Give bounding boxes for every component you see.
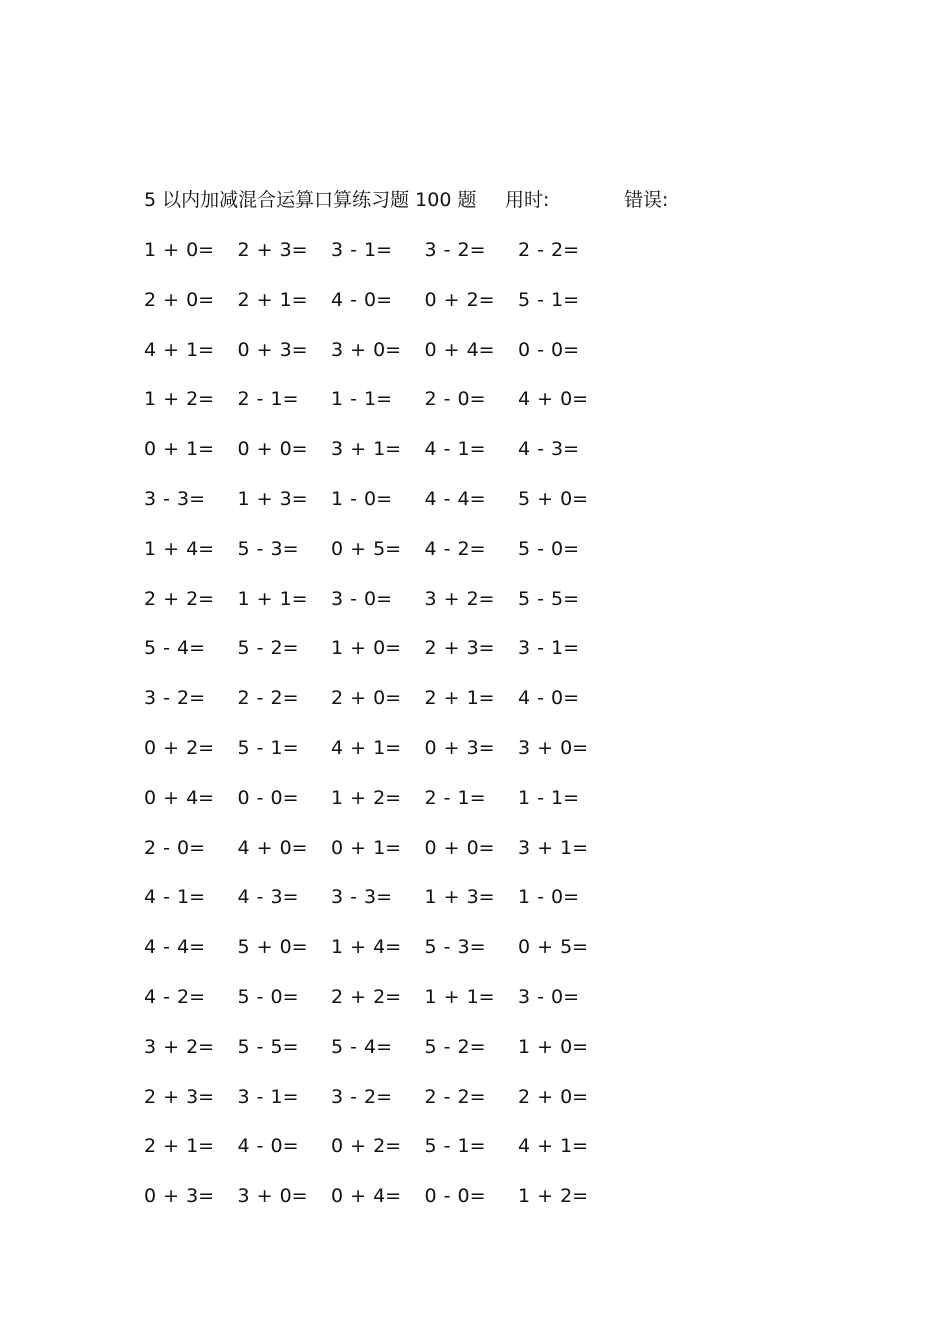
math-problem: 1 + 0= (331, 637, 402, 660)
math-problem: 5 - 2= (237, 637, 299, 660)
math-problem: 1 + 3= (237, 487, 308, 510)
math-problem: 2 + 3= (144, 1085, 215, 1108)
math-problem: 1 - 1= (331, 388, 393, 411)
math-problem: 2 + 3= (424, 637, 495, 660)
math-problem: 0 + 3= (237, 338, 308, 361)
math-problem: 2 + 1= (424, 687, 495, 710)
problem-row (144, 784, 624, 834)
math-problem: 5 - 5= (518, 587, 580, 610)
math-problem: 3 + 1= (518, 836, 589, 859)
math-problem: 5 - 0= (237, 985, 299, 1008)
math-problem: 3 + 0= (237, 1185, 308, 1208)
math-problem: 0 + 3= (424, 736, 495, 759)
problem-row (144, 834, 624, 884)
math-problem: 1 + 0= (518, 1035, 589, 1058)
math-problem: 4 + 1= (331, 736, 402, 759)
math-problem: 2 - 2= (518, 239, 580, 261)
problem-row (144, 684, 624, 734)
math-problem: 3 - 2= (144, 687, 206, 710)
math-problem: 5 - 3= (237, 537, 299, 560)
problem-row (144, 933, 624, 983)
math-problem: 2 - 1= (237, 388, 299, 411)
math-problem: 1 + 3= (424, 886, 495, 909)
math-problem: 5 - 1= (518, 288, 580, 311)
math-problem: 2 - 2= (424, 1085, 486, 1108)
math-problem: 0 + 2= (331, 1135, 402, 1158)
math-problem: 2 - 0= (424, 388, 486, 411)
math-problem: 2 + 0= (144, 288, 215, 311)
problem-row (144, 983, 624, 1033)
problem-row (144, 1132, 624, 1182)
problem-row (144, 585, 624, 635)
math-problem: 3 - 3= (331, 886, 393, 909)
math-problem: 1 + 4= (331, 936, 402, 959)
problem-grid (144, 236, 624, 1232)
math-problem: 2 - 2= (237, 687, 299, 710)
math-problem: 2 + 2= (144, 587, 215, 610)
errors-label: 错误: (624, 189, 669, 211)
math-problem: 3 + 0= (518, 736, 589, 759)
math-problem: 0 - 0= (424, 1185, 486, 1208)
math-problem: 4 - 0= (237, 1135, 299, 1158)
math-problem: 4 - 0= (518, 687, 580, 710)
problem-row (144, 1182, 624, 1232)
math-problem: 0 + 1= (331, 836, 402, 859)
math-problem: 5 + 0= (518, 487, 589, 510)
math-problem: 2 + 1= (144, 1135, 215, 1158)
problem-row (144, 236, 624, 286)
problem-row (144, 1033, 624, 1083)
math-problem: 0 - 0= (518, 338, 580, 361)
problem-row (144, 385, 624, 435)
math-problem: 3 + 2= (424, 587, 495, 610)
math-problem: 1 + 0= (144, 239, 215, 261)
math-problem: 5 - 2= (424, 1035, 486, 1058)
math-problem: 1 - 0= (518, 886, 580, 909)
math-problem: 3 - 1= (331, 239, 393, 261)
math-problem: 0 + 5= (331, 537, 402, 560)
math-problem: 4 - 2= (144, 985, 206, 1008)
problem-row (144, 286, 624, 336)
math-problem: 4 - 3= (518, 438, 580, 461)
math-problem: 2 + 0= (518, 1085, 589, 1108)
math-problem: 2 + 2= (331, 985, 402, 1008)
math-problem: 1 + 4= (144, 537, 215, 560)
math-problem: 5 - 4= (331, 1035, 393, 1058)
math-problem: 4 - 3= (237, 886, 299, 909)
math-problem: 4 + 0= (518, 388, 589, 411)
math-problem: 3 - 0= (518, 985, 580, 1008)
math-problem: 2 + 3= (237, 239, 308, 261)
problem-row (144, 883, 624, 933)
math-problem: 3 - 2= (424, 239, 486, 261)
math-problem: 4 - 4= (144, 936, 206, 959)
problem-row (144, 485, 624, 535)
time-used-label: 用时: (505, 189, 550, 211)
math-problem: 3 + 2= (144, 1035, 215, 1058)
problem-row (144, 634, 624, 684)
math-problem: 1 + 2= (144, 388, 215, 411)
math-problem: 0 + 1= (144, 438, 215, 461)
math-problem: 4 - 1= (144, 886, 206, 909)
math-problem: 2 + 0= (331, 687, 402, 710)
math-problem: 3 - 1= (237, 1085, 299, 1108)
math-problem: 1 - 1= (518, 786, 580, 809)
math-problem: 1 + 1= (424, 985, 495, 1008)
math-problem: 3 - 0= (331, 587, 393, 610)
problem-row (144, 1083, 624, 1133)
math-problem: 0 + 4= (331, 1185, 402, 1208)
math-problem: 4 - 0= (331, 288, 393, 311)
math-problem: 4 + 1= (144, 338, 215, 361)
math-problem: 5 + 0= (237, 936, 308, 959)
math-problem: 2 + 1= (237, 288, 308, 311)
math-problem: 1 + 1= (237, 587, 308, 610)
worksheet-title: 5 以内加减混合运算口算练习题 100 题 (144, 189, 477, 211)
math-problem: 0 - 0= (237, 786, 299, 809)
math-problem: 4 + 0= (237, 836, 308, 859)
math-problem: 3 - 3= (144, 487, 206, 510)
worksheet-header (144, 186, 764, 214)
problem-row (144, 734, 624, 784)
math-problem: 2 - 1= (424, 786, 486, 809)
math-problem: 3 + 0= (331, 338, 402, 361)
math-problem: 0 + 0= (424, 836, 495, 859)
math-problem: 2 - 0= (144, 836, 206, 859)
math-problem: 5 - 3= (424, 936, 486, 959)
math-problem: 3 - 2= (331, 1085, 393, 1108)
math-problem: 0 + 3= (144, 1185, 215, 1208)
math-problem: 5 - 4= (144, 637, 206, 660)
math-problem: 4 - 4= (424, 487, 486, 510)
math-problem: 4 - 2= (424, 537, 486, 560)
math-problem: 0 + 0= (237, 438, 308, 461)
math-problem: 0 + 5= (518, 936, 589, 959)
math-problem: 3 + 1= (331, 438, 402, 461)
math-problem: 1 + 2= (518, 1185, 589, 1208)
math-problem: 5 - 1= (424, 1135, 486, 1158)
math-problem: 5 - 1= (237, 736, 299, 759)
math-problem: 1 - 0= (331, 487, 393, 510)
math-problem: 0 + 4= (144, 786, 215, 809)
problem-row (144, 535, 624, 585)
math-problem: 4 + 1= (518, 1135, 589, 1158)
math-problem: 0 + 4= (424, 338, 495, 361)
math-problem: 1 + 2= (331, 786, 402, 809)
math-problem: 5 - 5= (237, 1035, 299, 1058)
math-problem: 5 - 0= (518, 537, 580, 560)
math-problem: 4 - 1= (424, 438, 486, 461)
math-problem: 3 - 1= (518, 637, 580, 660)
math-problem: 0 + 2= (424, 288, 495, 311)
problem-row (144, 336, 624, 386)
math-problem: 0 + 2= (144, 736, 215, 759)
problem-row (144, 435, 624, 485)
